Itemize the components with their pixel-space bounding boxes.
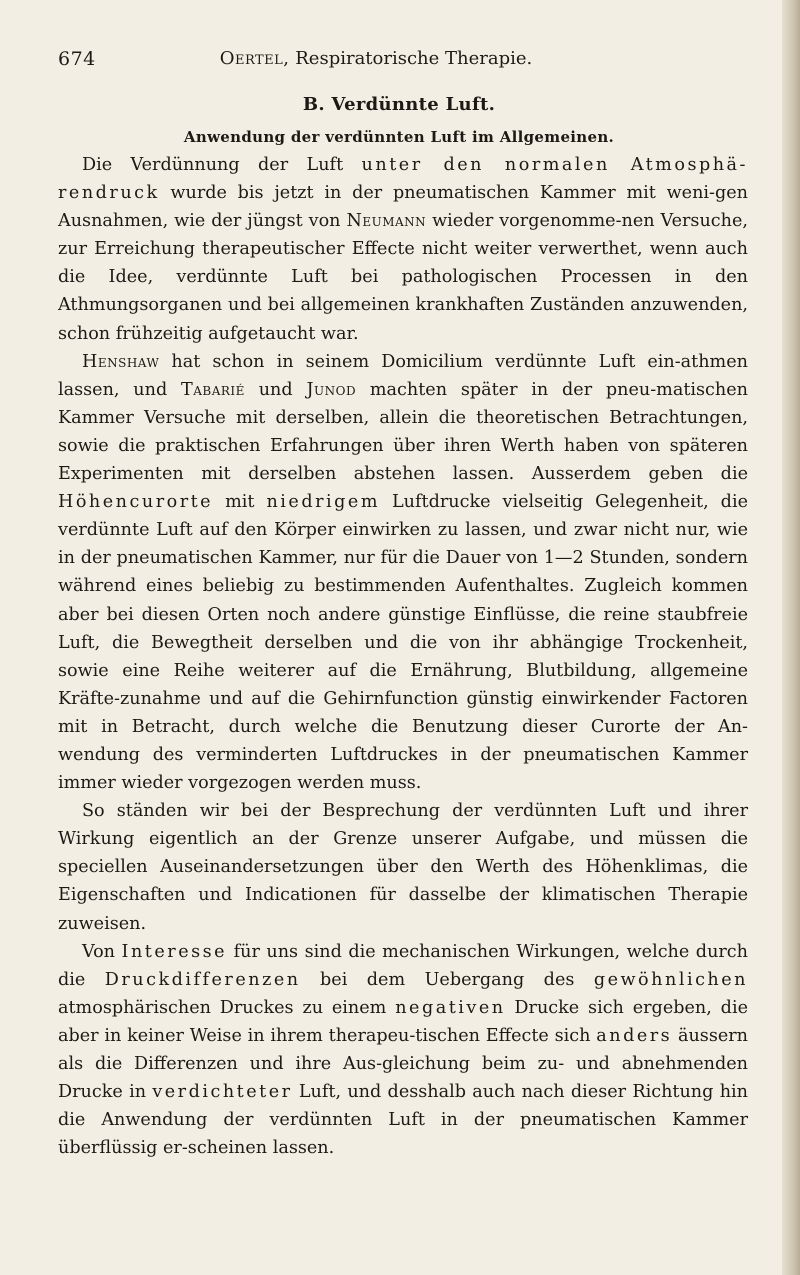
section-heading: B. Verdünnte Luft.	[302, 94, 496, 115]
paragraph-1	[58, 151, 748, 348]
text-run: Drucke sich ergeben, die aber in keiner Weise in ihrem therapeu-tischen Effecte sich	[58, 997, 748, 1046]
text-run: atmosphärischen Druckes zu einem	[58, 997, 396, 1018]
running-head-author: Oertel,	[219, 48, 290, 69]
text-run: und	[244, 379, 307, 400]
emphasis-spaced: verdichteter	[152, 1082, 293, 1103]
emphasis-spaced: unter den normalen Atmosphä-rendruck	[58, 155, 748, 204]
emphasis-spaced: gewöhnlichen	[593, 969, 748, 990]
text-run: machten später in der pneu-matischen Kammer Versuche mit derselben, allein die theoretischen Betrachtungen, sowie die praktischen Erfahrungen über ihren Werth haben von späteren Experimenten mit derselben abstehen lassen. Ausserdem geben die	[58, 379, 748, 485]
emphasis-spaced: anders	[596, 1025, 673, 1046]
author-name: Tabarié	[181, 379, 245, 400]
text-run: mit	[213, 492, 267, 513]
subsection-heading: Anwendung der verdünnten Luft im Allgemeinen.	[183, 128, 615, 146]
text-run: bei dem Uebergang des	[300, 969, 594, 990]
running-head-subject: Respiratorische Therapie.	[289, 48, 533, 69]
text-run: äussern als die Differenzen und ihre Aus-gleichung beim zu- und abnehmenden Drucke in	[58, 1025, 749, 1103]
text-run: wieder vorgenomme-nen Versuche, zur Erreichung therapeutischer Effecte nicht weiter verwerthet, wenn auch die Idee, verdünnte Luft bei pathologischen Processen in den Athmungsorganen und bei allgemeinen krankhaften Zuständen anzuwenden, schon frühzeitig aufgetaucht war.	[58, 211, 748, 344]
emphasis-spaced: negativen	[395, 997, 506, 1018]
text-run: für uns sind die mechanischen Wirkungen, welche durch die	[58, 941, 748, 990]
page-edge	[782, 0, 800, 1275]
page-number: 674	[58, 48, 96, 70]
author-name: Henshaw	[82, 351, 160, 372]
emphasis-spaced: Höhencurorte	[58, 492, 214, 513]
author-name: Neumann	[346, 211, 427, 232]
text-run: Luftdrucke vielseitig Gelegenheit, die verdünnte Luft auf den Körper einwirken zu lassen, und zwar nicht nur, wie in der pneumatischen Kammer, nur für die Dauer von 1—2 Stunden, sondern während eines beliebig zu bestimmenden Aufenthaltes. Zugleich kommen aber bei diesen Orten noch andere günstige Einflüsse, die reine staubfreie Luft, die Bewegtheit derselben und die von ihr abhängige Trockenheit, sowie eine Reihe weiterer auf die Ernährung, Blutbildung, allgemeine Kräfte-zunahme und auf die Gehirnfunction günstig einwirkender Factoren mit in Betracht, durch welche die Benutzung dieser Curorte der An-wendung des verminderten Luftdruckes in der pneumatischen Kammer immer wieder vorgezogen werden muss.	[58, 492, 748, 794]
text-run: Von	[82, 941, 122, 962]
text-run: Luft, und desshalb auch nach dieser Richtung hin die Anwendung der verdünnten Luft in der pneumatischen Kammer überflüssig er-scheinen lassen.	[58, 1082, 748, 1159]
emphasis-spaced: Druckdifferenzen	[104, 969, 301, 990]
body-text	[58, 151, 748, 1162]
author-name: Junod	[306, 379, 357, 400]
text-run: Die Verdünnung der Luft	[82, 155, 362, 175]
text-run: hat schon in seinem Domicilium verdünnte Luft ein-athmen lassen, und	[58, 351, 748, 400]
paragraph-4	[58, 938, 748, 1163]
running-head-title	[116, 48, 636, 69]
paragraph-3	[58, 797, 748, 937]
paragraph-2	[58, 348, 748, 798]
text-run: wurde bis jetzt in der pneumatischen Kammer mit weni-gen Ausnahmen, wie der jüngst von	[58, 183, 748, 232]
text-run: So ständen wir bei der Besprechung der verdünnten Luft und ihrer Wirkung eigentlich an der Grenze unserer Aufgabe, und müssen die speciellen Auseinandersetzungen über den Werth des Höhenklimas, die Eigenschaften und Indicationen für dasselbe der klimatischen Therapie zuweisen.	[58, 801, 748, 934]
emphasis-spaced: niedrigem	[266, 492, 380, 513]
emphasis-spaced: Interesse	[121, 941, 228, 962]
running-head	[58, 48, 748, 78]
